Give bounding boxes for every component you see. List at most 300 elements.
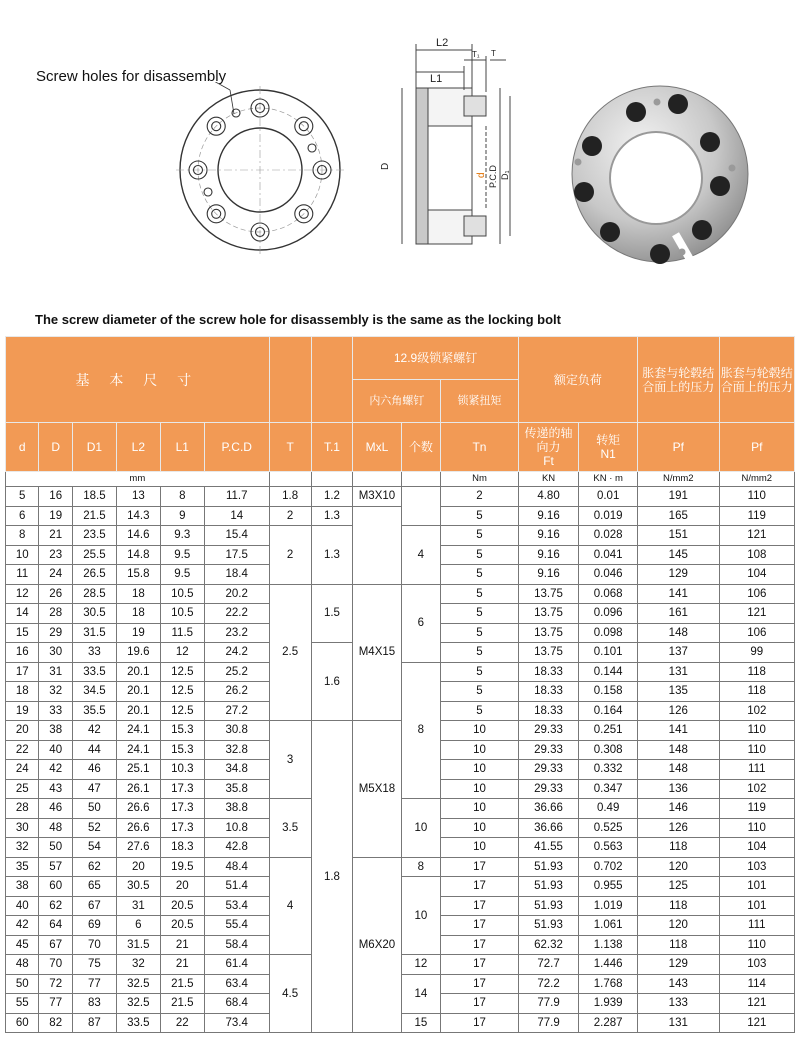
table-cell: 9.16 [518, 545, 579, 565]
table-cell: 108 [719, 545, 794, 565]
table-cell: 17 [441, 1013, 518, 1033]
table-cell: 10 [6, 545, 39, 565]
table-cell: 40 [6, 896, 39, 916]
table-cell: 2 [269, 506, 311, 526]
table-cell: 5 [441, 584, 518, 604]
table-cell: 25.5 [72, 545, 116, 565]
table-cell: 54 [72, 838, 116, 858]
col-N1 [579, 423, 638, 472]
table-cell: 24 [39, 565, 72, 585]
table-cell: 45 [6, 935, 39, 955]
table-cell: 62.32 [518, 935, 579, 955]
table-cell: 161 [637, 604, 719, 624]
table-cell: 110 [719, 487, 794, 507]
caption-screw-diameter-note: The screw diameter of the screw hole for disassembly is the same as the locking bolt [35, 312, 561, 327]
table-cell: 14 [6, 604, 39, 624]
table-cell: 110 [719, 721, 794, 741]
table-cell: 6 [401, 584, 441, 662]
table-cell: 0.525 [579, 818, 638, 838]
table-cell: 21 [39, 526, 72, 546]
table-cell: 1.6 [311, 643, 353, 721]
table-cell [401, 487, 441, 526]
table-cell: 0.028 [579, 526, 638, 546]
table-cell: 24.2 [204, 643, 269, 663]
col-Ft-desc: 传递的轴向力 [524, 426, 573, 454]
col-N1-symbol: N1 [600, 447, 616, 461]
col-T1: T.1 [311, 423, 353, 472]
table-cell: 1.138 [579, 935, 638, 955]
table-cell: 126 [637, 701, 719, 721]
table-cell: 28 [39, 604, 72, 624]
table-cell: 42 [6, 916, 39, 936]
table-cell: 101 [719, 877, 794, 897]
table-cell: 28 [6, 799, 39, 819]
table-cell: 43 [39, 779, 72, 799]
table-cell: 51.93 [518, 857, 579, 877]
table-cell: 1.8 [311, 721, 353, 1033]
table-cell: 51.93 [518, 877, 579, 897]
table-cell: 51.4 [204, 877, 269, 897]
table-cell: 29.33 [518, 779, 579, 799]
table-cell: 21 [160, 955, 204, 975]
table-cell: 1.3 [311, 506, 353, 526]
table-cell: 120 [637, 857, 719, 877]
table-cell: 145 [637, 545, 719, 565]
table-cell: 106 [719, 584, 794, 604]
table-cell: 0.041 [579, 545, 638, 565]
table-cell: 29 [39, 623, 72, 643]
table-cell: 0.955 [579, 877, 638, 897]
table-cell [353, 506, 401, 584]
table-cell: 12.5 [160, 662, 204, 682]
table-cell: 42.8 [204, 838, 269, 858]
unit-kn: KN [518, 472, 579, 487]
table-cell: 18.3 [160, 838, 204, 858]
table-cell: 143 [637, 974, 719, 994]
table-cell: 26.6 [116, 799, 160, 819]
table-cell: 17 [441, 857, 518, 877]
table-cell: 18 [116, 604, 160, 624]
table-cell: 1.2 [311, 487, 353, 507]
table-cell: 18 [116, 584, 160, 604]
table-row [6, 721, 795, 741]
table-cell: 24.1 [116, 721, 160, 741]
table-cell: 0.046 [579, 565, 638, 585]
table-cell: 17.3 [160, 818, 204, 838]
table-cell: 30 [6, 818, 39, 838]
table-cell: 110 [719, 740, 794, 760]
table-cell: 118 [637, 935, 719, 955]
table-cell: 20.1 [116, 682, 160, 702]
table-cell: 5 [441, 643, 518, 663]
table-cell: 29.33 [518, 740, 579, 760]
table-cell: 0.01 [579, 487, 638, 507]
table-cell: 1.8 [269, 487, 311, 507]
table-cell: M4X15 [353, 584, 401, 721]
table-cell: 26.1 [116, 779, 160, 799]
table-cell: 0.251 [579, 721, 638, 741]
table-cell: 24 [6, 760, 39, 780]
header-torque: 锁紧扭矩 [441, 380, 518, 423]
table-cell: 10 [441, 740, 518, 760]
table-cell: 17 [441, 916, 518, 936]
table-cell: 75 [72, 955, 116, 975]
table-cell: 26.2 [204, 682, 269, 702]
table-cell: 26.5 [72, 565, 116, 585]
col-qty: 个数 [401, 423, 441, 472]
table-cell: 17.3 [160, 779, 204, 799]
table-cell: 103 [719, 955, 794, 975]
table-cell: 42 [72, 721, 116, 741]
col-Ft-symbol: Ft [543, 454, 554, 468]
table-cell: 6 [116, 916, 160, 936]
label-l1: L1 [430, 73, 443, 85]
caption-disassembly-holes: Screw holes for disassembly [36, 68, 227, 85]
table-cell: 55.4 [204, 916, 269, 936]
table-cell: 13.75 [518, 604, 579, 624]
table-cell: 53.4 [204, 896, 269, 916]
table-cell: 2 [269, 526, 311, 585]
table-cell: 44 [72, 740, 116, 760]
table-cell: 4.5 [269, 955, 311, 1033]
table-row [6, 857, 795, 877]
table-cell: 72.7 [518, 955, 579, 975]
table-cell: 51.93 [518, 916, 579, 936]
table-cell: 19 [6, 701, 39, 721]
table-cell: 20.1 [116, 701, 160, 721]
col-T: T [269, 423, 311, 472]
table-cell: 23.5 [72, 526, 116, 546]
table-cell: 10 [441, 818, 518, 838]
table-cell: 17.5 [204, 545, 269, 565]
table-cell: 32 [6, 838, 39, 858]
table-cell: 50 [72, 799, 116, 819]
table-cell: 1.061 [579, 916, 638, 936]
header-pf-description: 胀套与轮毂结合面上的压力 [637, 337, 719, 423]
table-cell: 146 [637, 799, 719, 819]
table-cell: 61.4 [204, 955, 269, 975]
table-cell: 110 [719, 935, 794, 955]
table-cell: 69 [72, 916, 116, 936]
table-cell: 30.5 [72, 604, 116, 624]
table-cell: 0.098 [579, 623, 638, 643]
header-rated-load: 额定负荷 [518, 337, 637, 423]
table-cell: 31 [116, 896, 160, 916]
table-cell: 10 [441, 779, 518, 799]
table-cell: 110 [719, 818, 794, 838]
table-cell: 32.5 [116, 974, 160, 994]
table-cell: 58.4 [204, 935, 269, 955]
table-cell: 18.4 [204, 565, 269, 585]
table-row [6, 584, 795, 604]
table-cell: 31.5 [116, 935, 160, 955]
unit-mm: mm [6, 472, 270, 487]
col-D1: D1 [72, 423, 116, 472]
table-cell: 121 [719, 1013, 794, 1033]
table-cell: 4 [269, 857, 311, 955]
table-cell: 129 [637, 955, 719, 975]
table-cell: 2 [441, 487, 518, 507]
table-cell: 111 [719, 916, 794, 936]
table-cell: 1.768 [579, 974, 638, 994]
specification-table [5, 336, 795, 1033]
table-cell: 137 [637, 643, 719, 663]
table-cell: 0.164 [579, 701, 638, 721]
table-cell: 23.2 [204, 623, 269, 643]
table-cell: 126 [637, 818, 719, 838]
label-d1: D₁ [500, 170, 510, 180]
table-cell: 148 [637, 740, 719, 760]
table-cell: 0.347 [579, 779, 638, 799]
table-cell: 38.8 [204, 799, 269, 819]
table-cell: 17 [441, 994, 518, 1014]
table-cell: 60 [6, 1013, 39, 1033]
table-cell: 119 [719, 799, 794, 819]
table-cell: 33.5 [72, 662, 116, 682]
table-cell: 10 [441, 760, 518, 780]
table-cell: 48 [6, 955, 39, 975]
table-cell: 32 [39, 682, 72, 702]
table-cell: 19.5 [160, 857, 204, 877]
table-cell: 36.66 [518, 799, 579, 819]
table-cell: 83 [72, 994, 116, 1014]
col-PCD: P.C.D [204, 423, 269, 472]
table-cell: M3X10 [353, 487, 401, 507]
table-cell: 0.019 [579, 506, 638, 526]
table-cell: 67 [39, 935, 72, 955]
table-cell: 41.55 [518, 838, 579, 858]
header-bolt-grade: 12.9级锁紧螺钉 [353, 337, 518, 380]
table-cell: 104 [719, 565, 794, 585]
table-cell: 34.5 [72, 682, 116, 702]
table-cell: 5 [441, 623, 518, 643]
table-cell: 30.8 [204, 721, 269, 741]
table-cell: 9.16 [518, 506, 579, 526]
table-cell: 121 [719, 994, 794, 1014]
table-cell: 1.446 [579, 955, 638, 975]
table-cell: 5 [6, 487, 39, 507]
table-cell: 77 [72, 974, 116, 994]
table-cell: 12 [160, 643, 204, 663]
table-cell: 11.5 [160, 623, 204, 643]
header-basic-size: 基 本 尺 寸 [6, 337, 270, 423]
table-cell: 133 [637, 994, 719, 1014]
table-cell: 47 [72, 779, 116, 799]
table-cell: 0.158 [579, 682, 638, 702]
table-cell: 118 [719, 682, 794, 702]
table-cell: 33 [72, 643, 116, 663]
table-cell: 70 [39, 955, 72, 975]
table-cell: 77.9 [518, 994, 579, 1014]
table-cell: 51.93 [518, 896, 579, 916]
table-cell: 114 [719, 974, 794, 994]
table-cell: 12 [6, 584, 39, 604]
table-cell: 72.2 [518, 974, 579, 994]
table-cell: 148 [637, 623, 719, 643]
section-view-drawing [372, 30, 532, 262]
table-cell: 25.1 [116, 760, 160, 780]
col-L2: L2 [116, 423, 160, 472]
table-cell: 11 [6, 565, 39, 585]
table-cell: 121 [719, 526, 794, 546]
table-cell: 118 [719, 662, 794, 682]
unit-pf: N/mm2 [637, 472, 719, 487]
table-cell: 20 [160, 877, 204, 897]
table-cell: 5 [441, 526, 518, 546]
table-cell: 0.332 [579, 760, 638, 780]
col-MxL: MxL [353, 423, 401, 472]
table-cell: 3 [269, 721, 311, 799]
table-cell: 13 [116, 487, 160, 507]
unit-pf-2: N/mm2 [719, 472, 794, 487]
table-cell: 120 [637, 916, 719, 936]
header-hex-bolt: 内六角螺钉 [353, 380, 441, 423]
table-cell: 70 [72, 935, 116, 955]
table-row [6, 506, 795, 526]
table-cell: 101 [719, 896, 794, 916]
table-cell: 118 [637, 838, 719, 858]
table-cell: 77 [39, 994, 72, 1014]
table-cell: 102 [719, 701, 794, 721]
col-Ft [518, 423, 579, 472]
table-cell: 72 [39, 974, 72, 994]
table-cell: 131 [637, 662, 719, 682]
table-cell: M5X18 [353, 721, 401, 858]
table-cell: 25.2 [204, 662, 269, 682]
table-cell: 9.16 [518, 565, 579, 585]
table-cell: 15.3 [160, 721, 204, 741]
table-cell: 0.49 [579, 799, 638, 819]
table-cell: 33.5 [116, 1013, 160, 1033]
table-cell: 16 [6, 643, 39, 663]
table-cell: 10.8 [204, 818, 269, 838]
table-cell: 141 [637, 721, 719, 741]
table-cell: 12.5 [160, 682, 204, 702]
table-cell: 17 [441, 877, 518, 897]
table-cell: 46 [39, 799, 72, 819]
table-cell: 9.3 [160, 526, 204, 546]
table-cell: 48.4 [204, 857, 269, 877]
table-cell: 0.096 [579, 604, 638, 624]
table-cell: 50 [39, 838, 72, 858]
table-cell: 62 [39, 896, 72, 916]
table-cell: 34.8 [204, 760, 269, 780]
table-cell: 18.33 [518, 662, 579, 682]
col-D: D [39, 423, 72, 472]
table-cell: 141 [637, 584, 719, 604]
table-cell: 9 [160, 506, 204, 526]
table-cell: 148 [637, 760, 719, 780]
col-N1-desc: 转矩 [596, 433, 621, 447]
table-cell: 20.5 [160, 916, 204, 936]
table-cell: 30.5 [116, 877, 160, 897]
table-cell: 77.9 [518, 1013, 579, 1033]
table-cell: 151 [637, 526, 719, 546]
label-t1: T₁ [472, 50, 480, 59]
table-cell: 129 [637, 565, 719, 585]
table-cell: 40 [39, 740, 72, 760]
table-cell: 0.068 [579, 584, 638, 604]
table-cell: 10 [401, 877, 441, 955]
table-cell: 17 [441, 955, 518, 975]
table-cell: 68.4 [204, 994, 269, 1014]
table-cell: 87 [72, 1013, 116, 1033]
table-cell: 64 [39, 916, 72, 936]
table-cell: 20.1 [116, 662, 160, 682]
table-cell: 5 [441, 701, 518, 721]
table-cell: 32 [116, 955, 160, 975]
table-cell: 57 [39, 857, 72, 877]
table-row [6, 487, 795, 507]
table-cell: 25 [6, 779, 39, 799]
table-cell: 15.8 [116, 565, 160, 585]
table-cell: 27.6 [116, 838, 160, 858]
table-cell: 99 [719, 643, 794, 663]
table-cell: 5 [441, 545, 518, 565]
table-cell: 21.5 [72, 506, 116, 526]
label-pcd: P.C.D [488, 165, 498, 188]
table-cell: 29.33 [518, 721, 579, 741]
label-t: T [491, 49, 496, 58]
table-cell: 0.144 [579, 662, 638, 682]
table-cell: 15.3 [160, 740, 204, 760]
table-cell: M6X20 [353, 857, 401, 1033]
table-cell: 1.3 [311, 526, 353, 585]
table-cell: 119 [719, 506, 794, 526]
table-cell: 50 [6, 974, 39, 994]
table-cell: 24.1 [116, 740, 160, 760]
table-cell: 18.5 [72, 487, 116, 507]
table-cell: 20 [116, 857, 160, 877]
table-cell: 55 [6, 994, 39, 1014]
table-cell: 10.3 [160, 760, 204, 780]
table-cell: 102 [719, 779, 794, 799]
table-cell: 20.2 [204, 584, 269, 604]
table-cell: 46 [72, 760, 116, 780]
table-cell: 21.5 [160, 974, 204, 994]
table-cell: 2.5 [269, 584, 311, 721]
table-cell: 17.3 [160, 799, 204, 819]
table-cell: 125 [637, 877, 719, 897]
table-cell: 8 [401, 662, 441, 799]
table-cell: 8 [6, 526, 39, 546]
table-cell: 10 [441, 721, 518, 741]
table-cell: 10 [441, 799, 518, 819]
table-cell: 17 [441, 896, 518, 916]
table-cell: 12 [401, 955, 441, 975]
table-cell: 32.8 [204, 740, 269, 760]
table-cell: 27.2 [204, 701, 269, 721]
table-cell: 135 [637, 682, 719, 702]
table-cell: 22.2 [204, 604, 269, 624]
table-cell: 4.80 [518, 487, 579, 507]
table-cell: 3.5 [269, 799, 311, 858]
table-cell: 17 [441, 974, 518, 994]
table-cell: 35 [6, 857, 39, 877]
table-cell: 20.5 [160, 896, 204, 916]
col-Tn: Tn [441, 423, 518, 472]
table-cell: 19 [39, 506, 72, 526]
table-cell: 17 [6, 662, 39, 682]
table-cell: 23 [39, 545, 72, 565]
table-cell: 165 [637, 506, 719, 526]
table-cell: 31 [39, 662, 72, 682]
table-cell: 15 [6, 623, 39, 643]
table-cell: 10 [401, 799, 441, 858]
product-photo-locking-assembly [560, 82, 760, 282]
table-cell: 14.6 [116, 526, 160, 546]
label-l2: L2 [436, 37, 449, 49]
